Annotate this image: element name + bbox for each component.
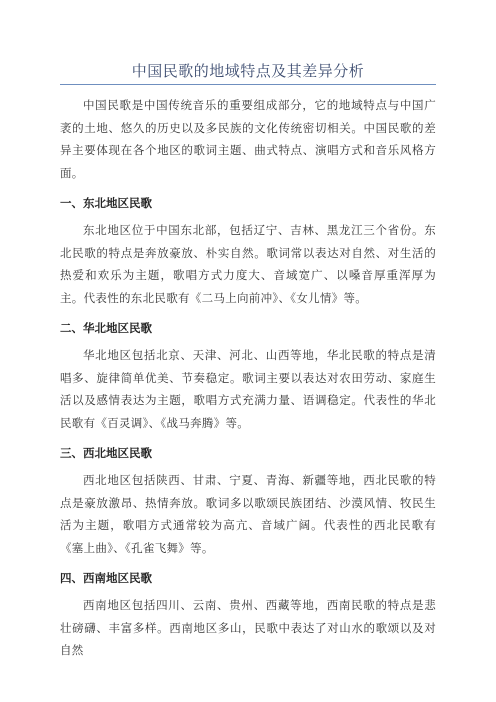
section-heading-northeast: 一、东北地区民歌 — [60, 196, 152, 210]
section-body-northeast: 东北地区位于中国东北部，包括辽宁、吉林、黑龙江三个省份。东北民歌的特点是奔放豪放、朴实自然。歌词常以表达对自然、对生活的热爱和欢乐为主题，歌唱方式力度大、音域宽广、以嗓音厚重浑厚为主。代表性的东北民歌有《二马上向前冲》、《女儿情》等。 — [60, 223, 436, 305]
document-title: 中国民歌的地域特点及其差异分析 — [131, 62, 365, 80]
section-body-southwest: 西南地区包括四川、云南、贵州、西藏等地，西南民歌的特点是悲壮磅礴、丰富多样。西南地区多山，民歌中表达了对山水的歌颂以及对自然 — [60, 598, 436, 657]
section-heading-southwest: 四、西南地区民歌 — [60, 571, 152, 585]
section-body-north: 华北地区包括北京、天津、河北、山西等地，华北民歌的特点是清唱多、旋律简单优美、节奏稳定。歌词主要以表达对农田劳动、家庭生活以及感情表达为主题，歌唱方式充满力量、语调稳定。代表性的华北民歌有《百灵调》、《战马奔腾》等。 — [60, 348, 436, 430]
section-body-northwest: 西北地区包括陕西、甘肃、宁夏、青海、新疆等地，西北民歌的特点是豪放激昂、热情奔放。歌词多以歌颂民族团结、沙漠风情、牧民生活为主题，歌唱方式通常较为高亢、音域广阔。代表性的西北民歌有《塞上曲》、《孔雀飞舞》等。 — [60, 473, 436, 555]
intro-paragraph: 中国民歌是中国传统音乐的重要组成部分，它的地域特点与中国广袤的土地、悠久的历史以及多民族的文化传统密切相关。中国民歌的差异主要体现在各个地区的歌词主题、曲式特点、演唱方式和音乐风格方面。 — [60, 98, 436, 180]
section-heading-northwest: 三、西北地区民歌 — [60, 446, 152, 460]
section-heading-north: 二、华北地区民歌 — [60, 321, 152, 335]
document-body — [60, 94, 436, 662]
title-divider — [60, 84, 436, 85]
